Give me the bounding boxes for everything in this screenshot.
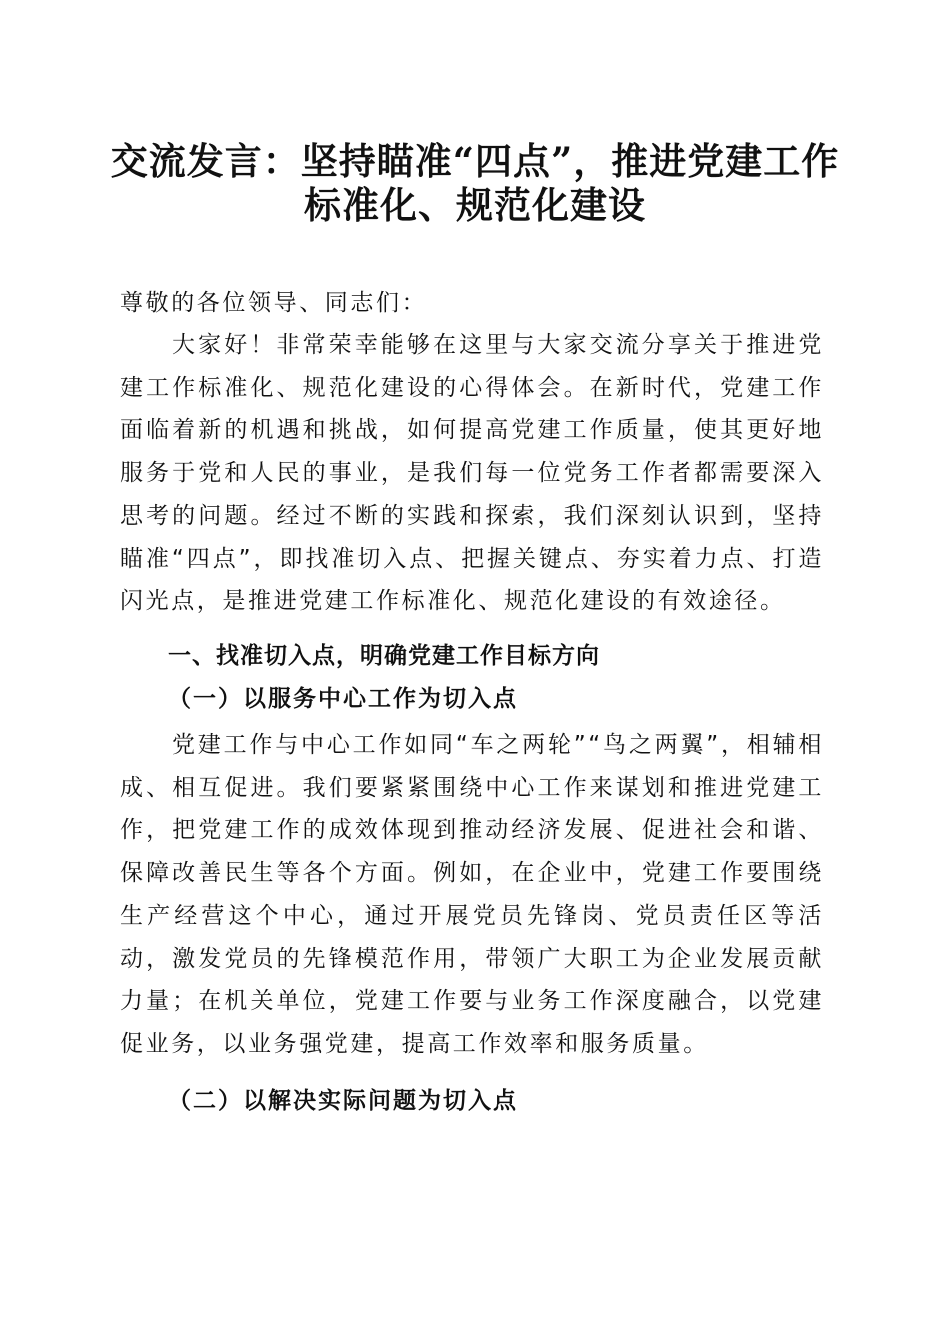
document-title-line-2: 标准化、规范化建设	[304, 183, 646, 227]
document-title-line-1: 交流发言：坚持瞄准“四点”，推进党建工作	[110, 139, 840, 183]
salutation: 尊敬的各位领导、同志们：	[120, 290, 428, 316]
subsection-2-heading: （二）以解决实际问题为切入点	[168, 1087, 518, 1114]
subsection-1-paragraph: 党建工作与中心工作如同“车之两轮”“鸟之两翼”，相辅相成、相互促进。我们要紧紧围绕中心工作来谋划和推进党建工作，把党建工作的成效体现到推动经济发展、促进社会和谐、保障改善民生等各个方面。例如，在企业中，党建工作要围绕生产经营这个中心，通过开展党员先锋岗、党员责任区等活动，激发党员的先锋模范作用，带领广大职工为企业发展贡献力量；在机关单位，党建工作要与业务工作深度融合，以党建促业务，以业务强党建，提高工作效率和服务质量。	[120, 732, 824, 1057]
intro-paragraph: 大家好！非常荣幸能够在这里与大家交流分享关于推进党建工作标准化、规范化建设的心得体会。在新时代，党建工作面临着新的机遇和挑战，如何提高党建工作质量，使其更好地服务于党和人民的事业，是我们每一位党务工作者都需要深入思考的问题。经过不断的实践和探索，我们深刻认识到，坚持瞄准“四点”，即找准切入点、把握关键点、夯实着力点、打造闪光点，是推进党建工作标准化、规范化建设的有效途径。	[120, 332, 824, 615]
section-1-heading: 一、找准切入点，明确党建工作目标方向	[168, 643, 600, 669]
subsection-1-heading: （一）以服务中心工作为切入点	[168, 685, 518, 712]
